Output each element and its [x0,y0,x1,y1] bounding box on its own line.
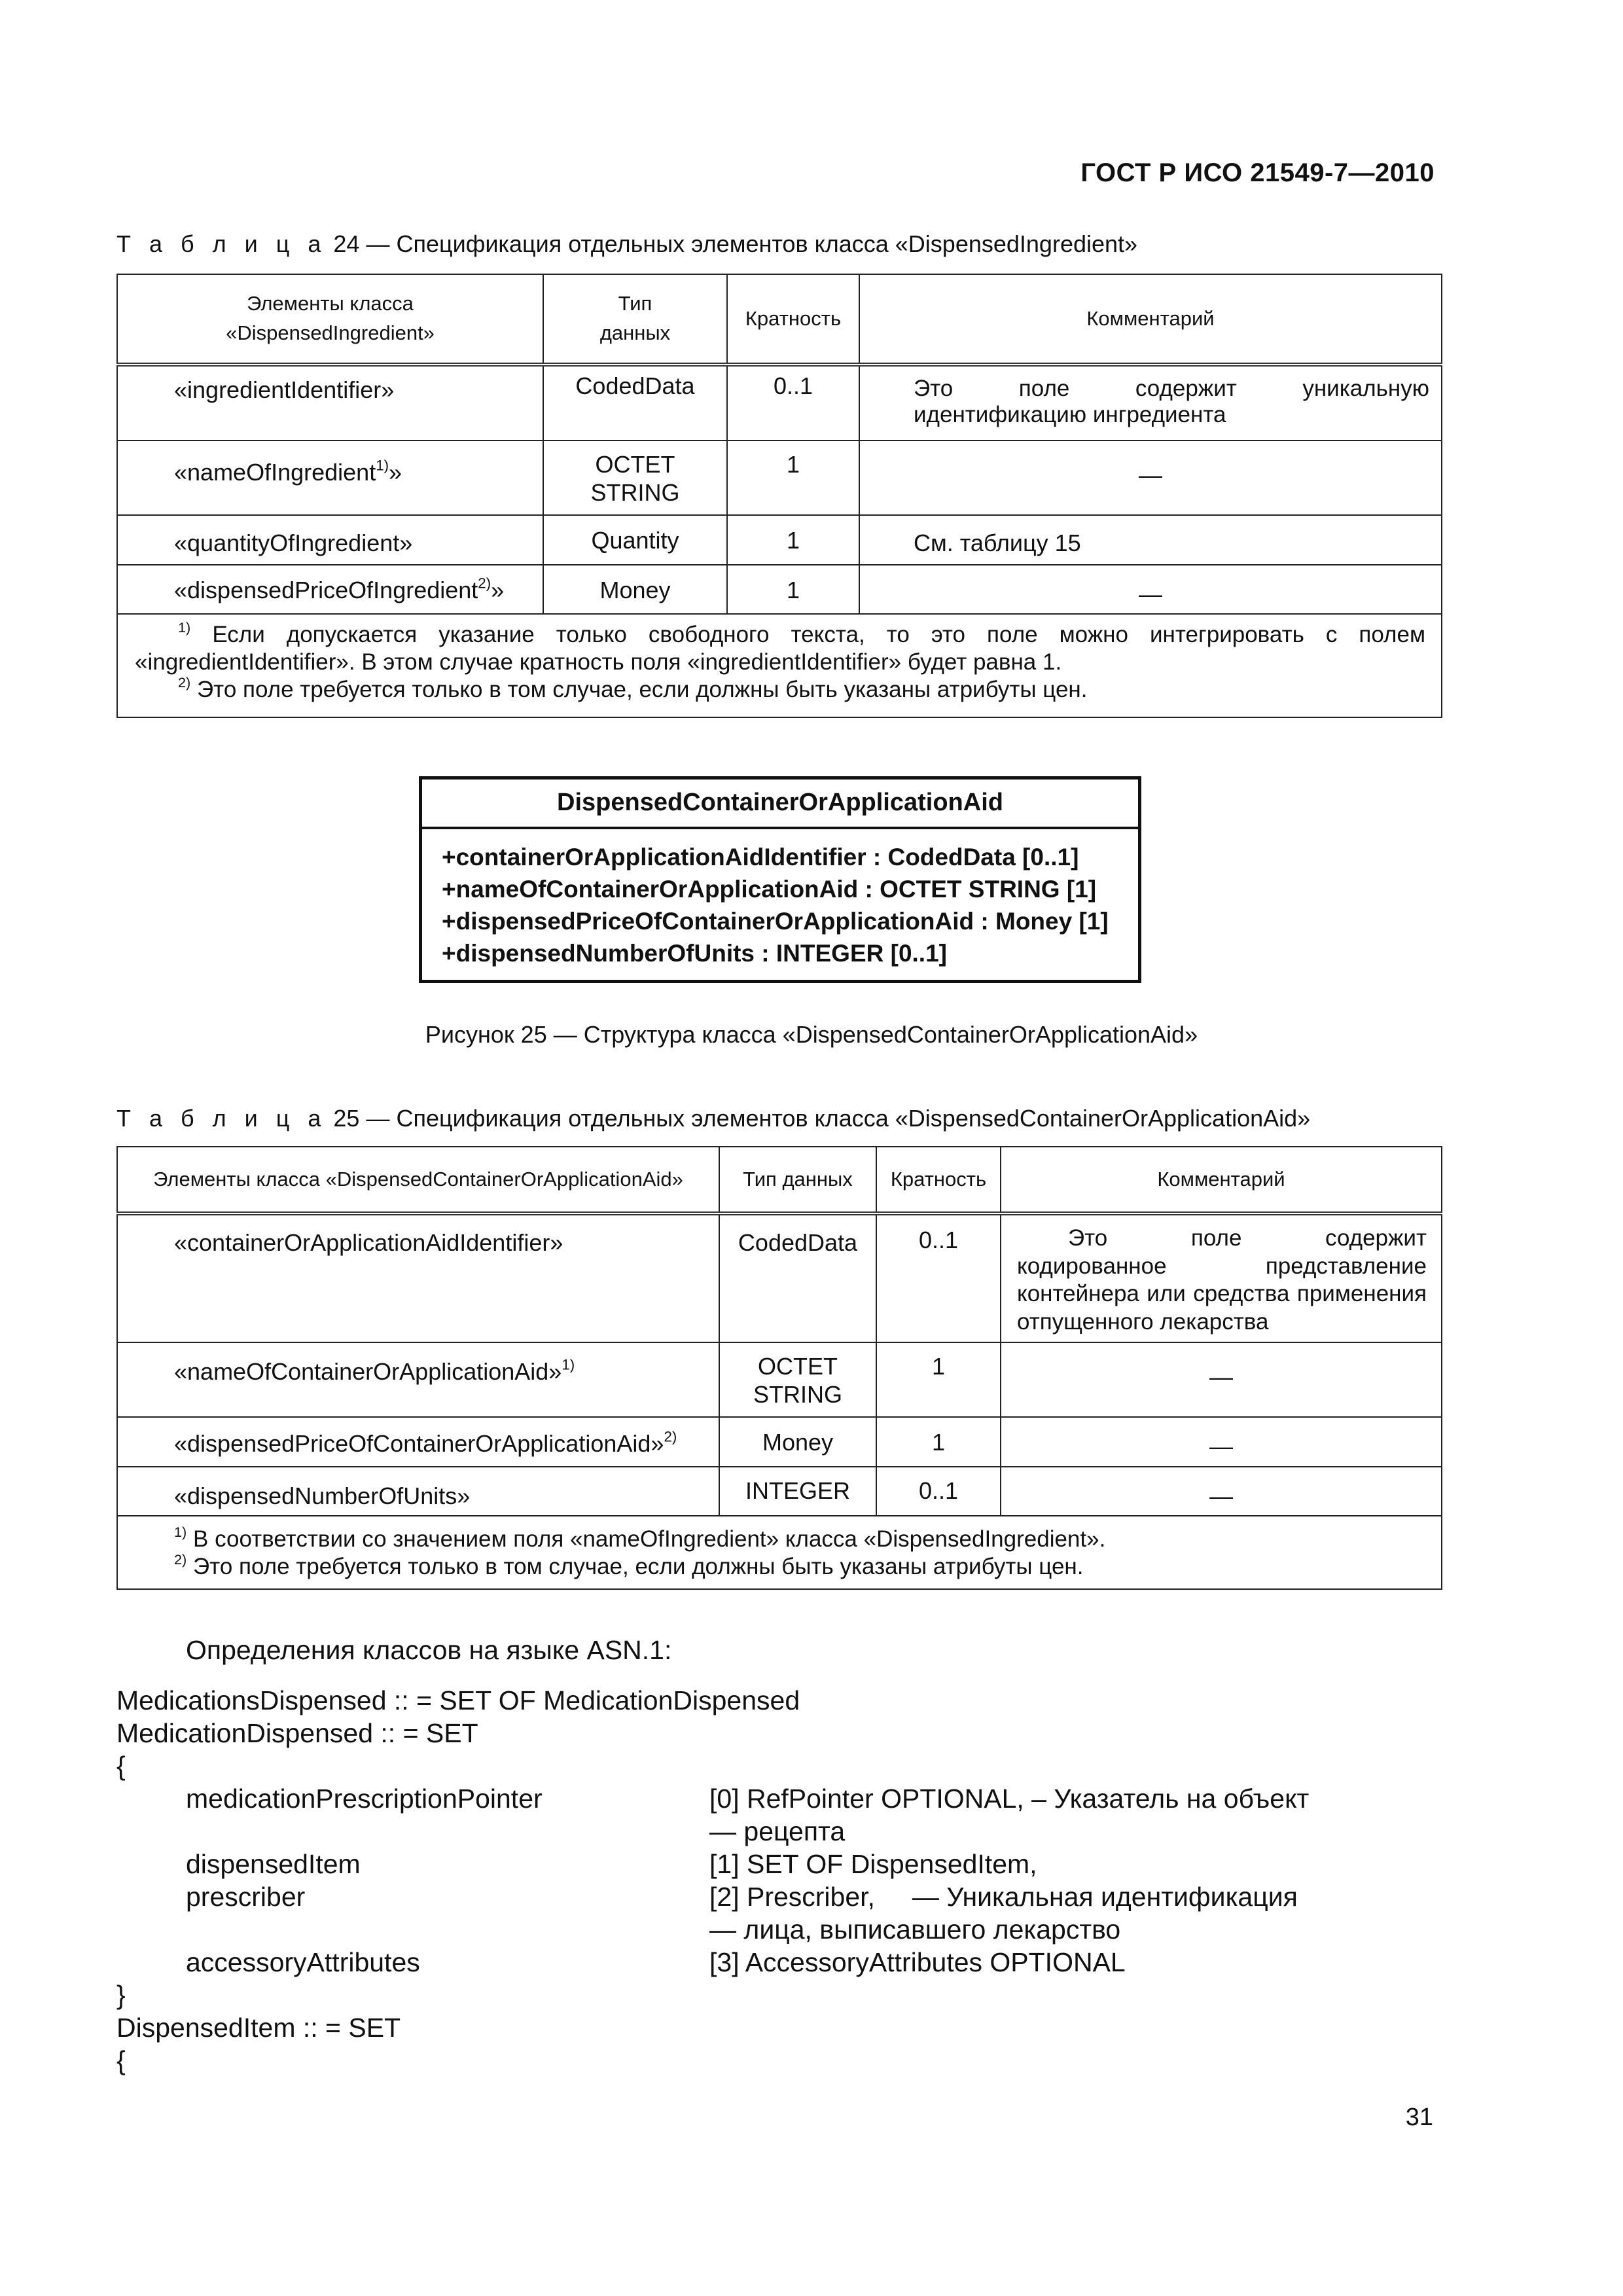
table-24-header-comment: Комментарий [859,274,1442,365]
table-24-cell-comment: Это поле содержит уникальную идентификацию ингредиента [859,365,1442,440]
table-25-notes-row [117,1516,1442,1589]
uml-class-name: DispensedContainerOrApplicationAid [422,780,1138,829]
table-row [117,1213,1442,1342]
asn-open-brace: { [116,2045,126,2075]
table-25-cell-comment: — [1001,1467,1442,1516]
table-row [117,1467,1442,1516]
footnote-mark: 2) [174,1551,187,1568]
asn-field-comment: — рецепта [709,1816,846,1846]
table-25-cell-comment: Это поле содержит кодированное представление контейнера или средства применения отпущенного лекарства [1001,1213,1442,1342]
asn-field-name: accessoryAttributes [186,1947,420,1977]
table-25-header-comment: Комментарий [1001,1147,1442,1213]
table-25-cell-element [117,1417,719,1467]
footnote-mark: 1) [174,1523,187,1540]
table-25-caption-prefix: Т а б л и ц а [116,1105,327,1132]
table-25-cell-comment: — [1001,1342,1442,1417]
table-24-cell-element [117,565,543,614]
table-25-cell-type: CodedData [719,1213,876,1342]
asn-field-comment: — лица, выписавшего лекарство [709,1914,1121,1945]
element-text-end: » [389,459,402,486]
table-24-cell-type: OCTET STRING [543,440,727,515]
table-row [117,440,1442,515]
table-24-note-1 [135,621,1425,676]
table-25-cell-type: INTEGER [719,1467,876,1516]
table-25-cell-comment: — [1001,1417,1442,1467]
table-25-note-2 [174,1553,1425,1581]
footnote-mark: 2) [178,674,191,691]
asn-field-name: medicationPrescriptionPointer [186,1784,543,1814]
table-24-header-row [117,274,1442,365]
table-24-cell-type: CodedData [543,365,727,440]
footnote-text: Если допускается указание только свободного текста, то это поле можно интегрировать с полем «ingredientIdentifier». В этом случае кратность поля «ingredientIdentifier» будет равна 1. [135,622,1425,675]
uml-attribute: +dispensedNumberOfUnits : INTEGER [0..1] [442,940,947,967]
footnote-ref: 2) [478,575,491,592]
table-25-cell-element: «containerOrApplicationAidIdentifier» [117,1213,719,1342]
asn-field-def: [0] RefPointer OPTIONAL, – Указатель на объект [709,1784,1310,1814]
table-25-notes [117,1516,1442,1589]
table-24-notes [117,614,1442,717]
table-25-header-type: Тип данных [719,1147,876,1213]
table-25-note-1 [174,1523,1425,1553]
table-24-cell-element [117,440,543,515]
table-24-note-2 [135,676,1425,704]
asn-field-def: [2] Prescriber, — Уникальная идентификация [709,1882,1298,1912]
table-24-caption-prefix: Т а б л и ц а [116,230,327,257]
element-text: «dispensedPriceOfContainerOrApplicationAid» [174,1429,664,1457]
table-25-cell-type: OCTET STRING [719,1342,876,1417]
figure-25-caption: Рисунок 25 — Структура класса «DispensedContainerOrApplicationAid» [425,1021,1198,1048]
table-25-header-element: Элементы класса «DispensedContainerOrApplicationAid» [117,1147,719,1213]
table-row [117,365,1442,440]
table-24-cell-multiplicity: 1 [727,565,859,614]
element-text-end: » [491,577,505,603]
table-24-header-type: Тип данных [543,274,727,365]
table-24-caption-text: 24 — Спецификация отдельных элементов класса «DispensedIngredient» [327,230,1138,257]
table-24-header-multiplicity: Кратность [727,274,859,365]
asn-open-brace: { [116,1751,126,1781]
table-25-cell-multiplicity: 0..1 [876,1467,1001,1516]
table-24-cell-element: «ingredientIdentifier» [117,365,543,440]
table-24-cell-type: Quantity [543,515,727,565]
asn-intro: Определения классов на языке ASN.1: [186,1635,672,1665]
table-24-notes-row [117,614,1442,717]
footnote-text: Это поле требуется только в том случае, если должны быть указаны атрибуты цен. [187,1553,1084,1579]
table-24-cell-type: Money [543,565,727,614]
asn-field-def: [1] SET OF DispensedItem, [709,1849,1037,1879]
footnote-ref: 2) [664,1428,677,1445]
element-text: «nameOfContainerOrApplicationAid» [174,1357,562,1385]
table-row [117,1417,1442,1467]
table-row [117,565,1442,614]
table-24-cell-comment: — [859,565,1442,614]
table-24-cell-element: «quantityOfIngredient» [117,515,543,565]
footnote-ref: 1) [376,457,389,474]
table-25-caption-text: 25 — Спецификация отдельных элементов класса «DispensedContainerOrApplicationAid» [327,1105,1311,1132]
asn-field-name: prescriber [186,1882,306,1912]
uml-attribute: +dispensedPriceOfContainerOrApplicationAid : Money [1] [442,908,1109,935]
footnote-text: В соответствии со значением поля «nameOfIngredient» класса «DispensedIngredient». [187,1526,1106,1552]
table-25-cell-multiplicity: 1 [876,1417,1001,1467]
asn-line: MedicationDispensed :: = SET [116,1718,478,1748]
table-24-cell-comment: — [859,440,1442,515]
table-24-cell-multiplicity: 0..1 [727,365,859,440]
standard-designation: ГОСТ Р ИСО 21549-7—2010 [1080,158,1435,187]
footnote-text: Это поле требуется только в том случае, если должны быть указаны атрибуты цен. [190,677,1088,703]
element-text: «nameOfIngredient [174,459,376,486]
table-24-header-element: Элементы класса «DispensedIngredient» [117,274,543,365]
asn-field-def: [3] AccessoryAttributes OPTIONAL [709,1947,1126,1977]
table-24-cell-comment: См. таблицу 15 [859,515,1442,565]
table-row [117,515,1442,565]
table-row [117,1342,1442,1417]
element-text: «dispensedPriceOfIngredient [174,577,478,603]
table-25-caption [116,1105,1310,1132]
table-25-cell-multiplicity: 1 [876,1342,1001,1417]
footnote-mark: 1) [178,619,191,636]
table-25 [116,1146,1442,1590]
uml-attribute: +containerOrApplicationAidIdentifier : CodedData [0..1] [442,844,1079,870]
table-25-cell-type: Money [719,1417,876,1467]
table-24-caption [116,230,1137,258]
table-25-cell-element [117,1342,719,1417]
asn-field-name: dispensedItem [186,1849,361,1879]
table-25-cell-multiplicity: 0..1 [876,1213,1001,1342]
table-24-cell-multiplicity: 1 [727,440,859,515]
asn-close-brace: } [116,1980,126,2010]
footnote-ref: 1) [562,1356,575,1373]
uml-class-box [419,776,1141,983]
asn-line: MedicationsDispensed :: = SET OF MedicationDispensed [116,1685,800,1715]
table-25-header-row [117,1147,1442,1213]
uml-attribute: +nameOfContainerOrApplicationAid : OCTET STRING [1] [442,876,1097,903]
table-25-header-multiplicity: Кратность [876,1147,1001,1213]
page-number: 31 [1405,2104,1433,2131]
table-25-cell-element: «dispensedNumberOfUnits» [117,1467,719,1516]
uml-attribute-list [422,829,1138,980]
asn-line: DispensedItem :: = SET [116,2013,401,2043]
table-24 [116,274,1442,718]
table-24-cell-multiplicity: 1 [727,515,859,565]
